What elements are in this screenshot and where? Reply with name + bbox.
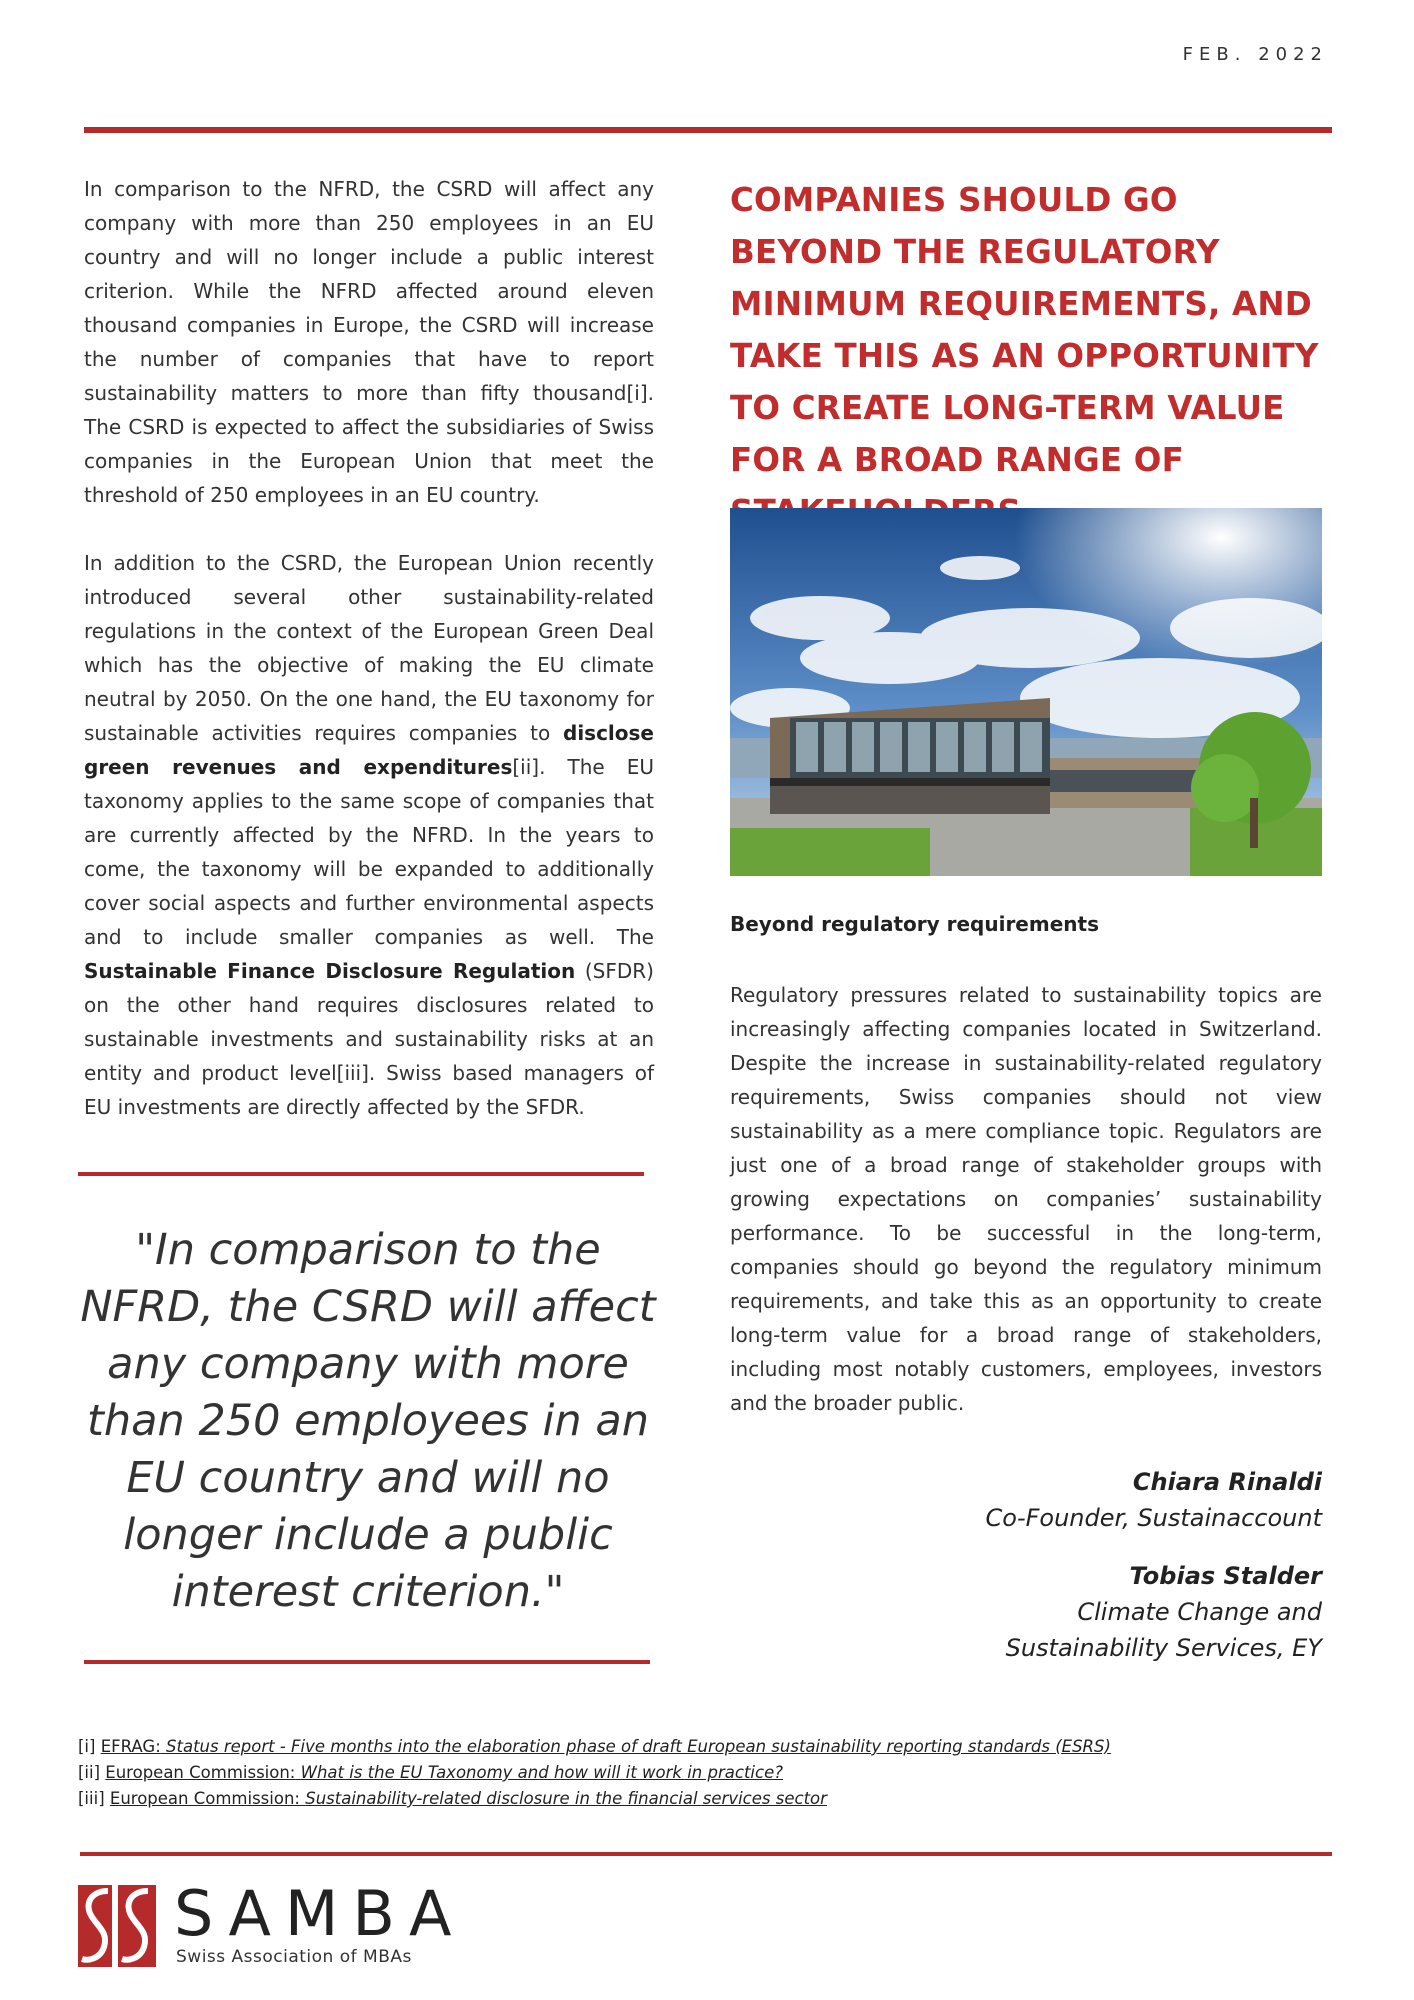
footnote-item: [ii] European Commission: What is the EU Taxonomy and how will it work in practice? [78,1763,783,1782]
footnote-item: [iii] European Commission: Sustainability-related disclosure in the financial services sector [78,1789,827,1808]
footnote-link[interactable]: European Commission: What is the EU Taxonomy and how will it work in practice? [105,1763,783,1782]
footnote-link[interactable]: European Commission: Sustainability-related disclosure in the financial services sector [109,1789,827,1808]
author-role: Co-Founder, Sustainaccount [985,1504,1322,1532]
footnotes [78,1734,1111,1812]
bold-green-revenues: disclose green revenues and expenditures [84,721,654,779]
quote-divider-top [78,1172,644,1176]
issue-date: FEB. 2022 [1182,44,1328,65]
paragraph-eu-regulations: In addition to the CSRD, the European Union recently introduced several other sustainability-related regulations in the context of the European Green Deal which has the objective of making the EU climate neutral by 2050. On the one hand, the EU taxonomy for sustainable activities requires companies to disclose green revenues and expenditures[ii]. The EU taxonomy applies to the same scope of companies that are currently affected by the NFRD. In the years to come, the taxonomy will be expanded to additionally cover social aspects and further environmental aspects and to include smaller companies as well. The Sustainable Finance Disclosure Regulation (SFDR) on the other hand requires disclosures related to sustainable investments and sustainability risks at an entity and product level[iii]. Swiss based managers of EU investments are directly affected by the SFDR. [84,551,654,1119]
left-column [84,172,654,1158]
bottom-divider [80,1852,1332,1856]
headline: COMPANIES SHOULD GO BEYOND THE REGULATORY MINIMUM REQUIREMENTS, AND TAKE THIS AS AN OPPORTUNITY TO CREATE LONG-TERM VALUE FOR A BROAD RANGE OF [730,181,1319,479]
author-name: Tobias Stalder [1129,1562,1322,1590]
author-block [822,1464,1322,1666]
right-column [730,978,1322,1420]
samba-logo [78,1877,478,1975]
author-name: Chiara Rinaldi [1132,1468,1322,1496]
footnote-link[interactable]: EFRAG: Status report - Five months into the elaboration phase of draft European sustainability reporting standards (ESRS) [100,1737,1111,1756]
top-divider [84,127,1332,133]
author-role: Sustainability Services, EY [1005,1634,1322,1662]
pull-quote: "In comparison to the NFRD, the CSRD will affect any company with more than 250 employees in an EU country and will no longer include a public interest criterion." [80,1225,656,1617]
logo-wordmark: SAMBA [174,1877,466,1950]
building-photo [730,508,1322,876]
quote-divider-bottom [84,1660,650,1664]
section-subheading: Beyond regulatory requirements [730,912,1099,936]
paragraph-beyond-requirements: Regulatory pressures related to sustainability topics are increasingly affecting companies located in Switzerland. Despite the increase in sustainability-related regulatory requirements, Swiss companies should not view sustainability as a mere compliance topic. Regulators are just one of a broad range of stakeholder groups with growing expectations on companies’ sustainability performance. To be successful in the long-term, companies should go beyond the regulatory minimum requirements, and take this as an opportunity to create long-term value for a broad range of stakeholders, including most notably customers, employees, investors and the broader public. [730,983,1322,1415]
samba-emblem-icon [78,1885,156,1967]
footnote-item: [i] EFRAG: Status report - Five months into the elaboration phase of draft European sustainability reporting standards (ESRS) [78,1737,1111,1756]
author-role: Climate Change and [1077,1598,1322,1626]
logo-tagline: Swiss Association of MBAs [176,1947,412,1967]
paragraph-csrd-scope: In comparison to the NFRD, the CSRD will affect any company with more than 250 employees in an EU country and will no longer include a public interest criterion. While the NFRD affected around eleven thousand companies in Europe, the CSRD will increase the number of companies that have to report sustainability matters to more than fifty thousand[i]. The CSRD is expected to affect the subsidiaries of Swiss companies in the European Union that meet the threshold of 250 employees in an EU country. [84,177,654,507]
bold-sfdr: Sustainable Finance Disclosure Regulation [84,959,576,983]
